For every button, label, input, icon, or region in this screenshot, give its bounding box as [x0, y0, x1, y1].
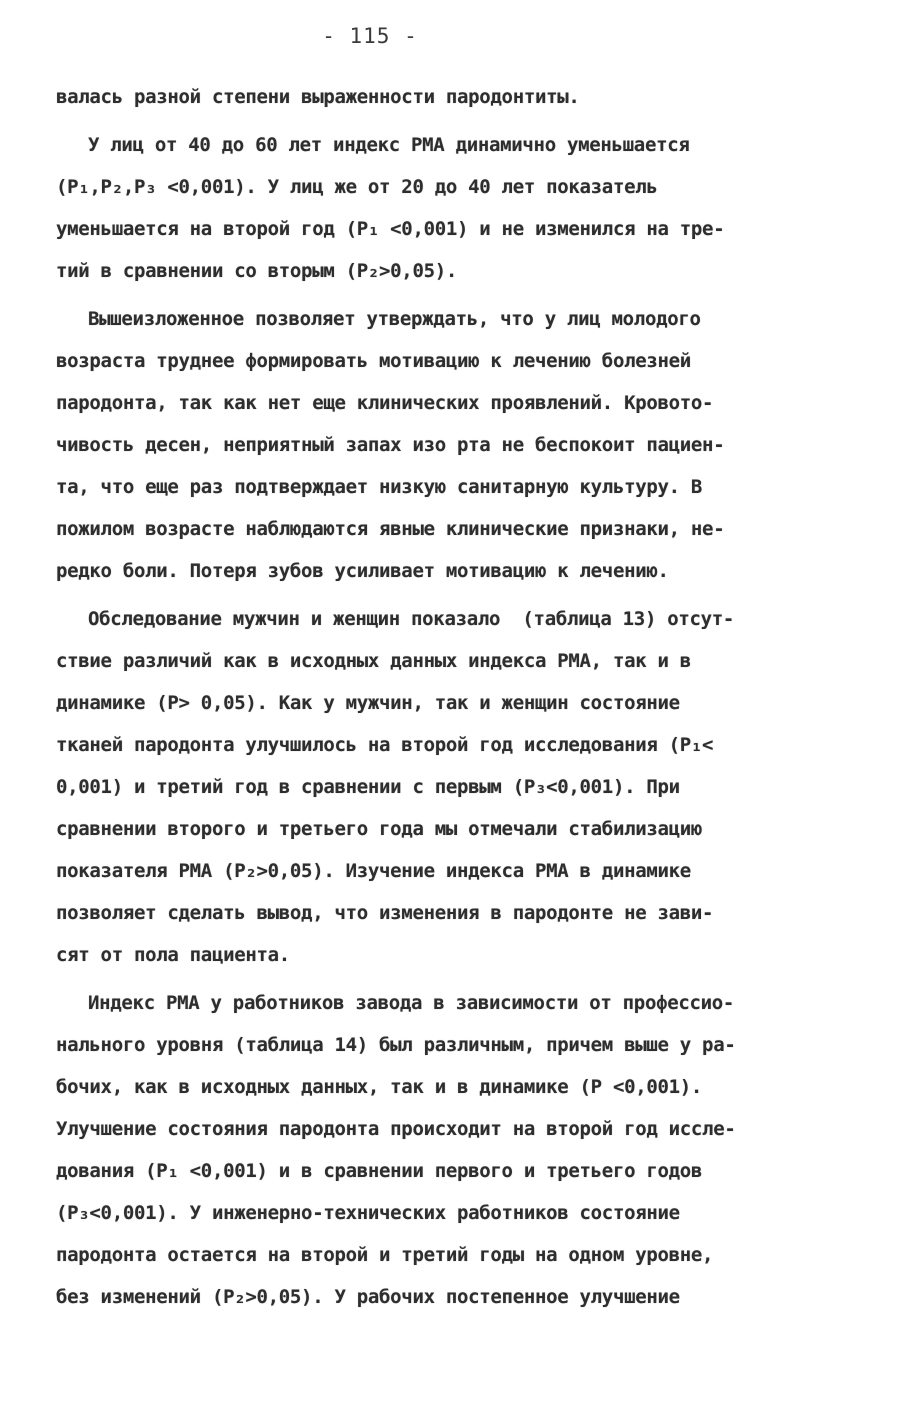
text-line: валась разной степени выраженности пародонтиты. [56, 86, 580, 108]
text-line: редко боли. Потеря зубов усиливает мотивацию к лечению. [56, 560, 669, 582]
text-line: без изменений (P₂>0,05). У рабочих постепенное улучшение [56, 1286, 680, 1308]
text-line: уменьшается на второй год (P₁ <0,001) и не изменился на тре- [56, 218, 725, 240]
text-line: (P₁,P₂,P₃ <0,001). У лиц же от 20 до 40 лет показатель [56, 176, 658, 198]
text-line: позволяет сделать вывод, что изменения в пародонте не зави- [56, 902, 714, 924]
text-line: Индекс РМА у работников завода в зависимости от профессио- [88, 992, 735, 1014]
text-line: Вышеизложенное позволяет утверждать, что у лиц молодого [88, 308, 701, 330]
text-line: (P₃<0,001). У инженерно-технических работников состояние [56, 1202, 680, 1224]
text-line: тканей пародонта улучшилось на второй год исследования (P₁< [56, 734, 714, 756]
text-line: 0,001) и третий год в сравнении с первым (P₃<0,001). При [56, 776, 680, 798]
text-line: пожилом возрасте наблюдаются явные клинические признаки, не- [56, 518, 725, 540]
text-line: динамике (P> 0,05). Как у мужчин, так и женщин состояние [56, 692, 680, 714]
text-line: пародонта остается на второй и третий годы на одном уровне, [56, 1244, 714, 1266]
text-line: сят от пола пациента. [56, 944, 290, 966]
text-line: чивость десен, неприятный запах изо рта не беспокоит пациен- [56, 434, 725, 456]
text-line: нального уровня (таблица 14) был различным, причем выше у ра- [56, 1034, 736, 1056]
text-line: Обследование мужчин и женщин показало (таблица 13) отсут- [88, 608, 735, 630]
text-line: показателя РМА (P₂>0,05). Изучение индекса РМА в динамике [56, 860, 691, 882]
text-line: та, что еще раз подтверждает низкую санитарную культуру. В [56, 476, 703, 498]
text-line: возраста труднее формировать мотивацию к лечению болезней [56, 350, 691, 372]
page-number: - 115 - [322, 24, 418, 48]
text-line: ствие различий как в исходных данных индекса РМА, так и в [56, 650, 691, 672]
text-line: тий в сравнении со вторым (P₂>0,05). [56, 260, 458, 282]
text-line: Улучшение состояния пародонта происходит на второй год иссле- [56, 1118, 736, 1140]
body-text [56, 76, 846, 1318]
text-line: дования (P₁ <0,001) и в сравнении первого и третьего годов [56, 1160, 703, 1182]
text-line: сравнении второго и третьего года мы отмечали стабилизацию [56, 818, 703, 840]
text-line: У лиц от 40 до 60 лет индекс РМА динамично уменьшается [88, 134, 690, 156]
text-line: пародонта, так как нет еще клинических проявлений. Кровото- [56, 392, 714, 414]
text-line: бочих, как в исходных данных, так и в динамике (P <0,001). [56, 1076, 703, 1098]
